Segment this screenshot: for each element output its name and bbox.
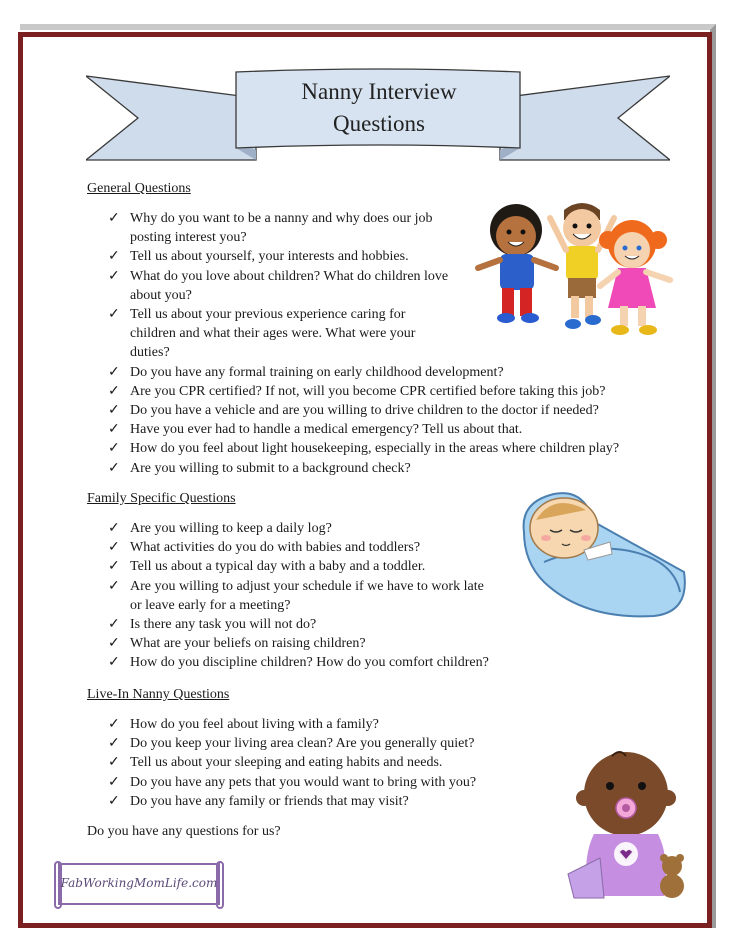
family-questions-list bbox=[108, 519, 489, 673]
page-title bbox=[240, 76, 518, 140]
title-line-2: Questions bbox=[333, 111, 425, 136]
question-item bbox=[108, 459, 619, 478]
question-text-line: What do you love about children? What do children love bbox=[130, 268, 449, 284]
checkmark-icon: ✓ bbox=[108, 211, 120, 226]
brand-text: FabWorkingMomLife.com bbox=[60, 876, 218, 890]
question-text-line: Have you ever had to handle a medical emergency? Tell us about that. bbox=[130, 422, 523, 438]
question-item bbox=[108, 557, 489, 576]
checkmark-icon: ✓ bbox=[108, 736, 120, 752]
title-line-1: Nanny Interview bbox=[301, 79, 457, 104]
three-children-illustration bbox=[472, 196, 684, 342]
question-text-line: Tell us about yourself, your interests and hobbies. bbox=[130, 249, 409, 265]
question-item bbox=[108, 420, 619, 439]
question-text-line: Do you have a vehicle and are you willing to drive children to the doctor if needed? bbox=[130, 403, 599, 419]
question-text-line: Why do you want to be a nanny and why does our job bbox=[130, 211, 433, 226]
question-item bbox=[108, 615, 489, 634]
question-text-line: Do you have any pets that you would want to bring with you? bbox=[130, 774, 477, 790]
checkmark-icon: ✓ bbox=[108, 383, 120, 399]
question-text-line: duties? bbox=[130, 345, 170, 361]
checkmark-icon: ✓ bbox=[108, 655, 120, 671]
question-text-line: How do you feel about living with a family? bbox=[130, 717, 379, 732]
question-item bbox=[108, 734, 476, 753]
question-item bbox=[108, 538, 489, 557]
question-text-line: Tell us about your previous experience caring for bbox=[130, 307, 406, 323]
question-text-line: How do you feel about light housekeeping, especially in the areas where children play? bbox=[130, 441, 620, 457]
checkmark-icon: ✓ bbox=[108, 441, 120, 457]
question-text-line: Tell us about your sleeping and eating habits and needs. bbox=[130, 755, 443, 771]
question-text-line: children and what their ages were. What were your bbox=[130, 326, 416, 342]
checkmark-icon: ✓ bbox=[108, 636, 120, 652]
question-text-line: Are you willing to keep a daily log? bbox=[130, 521, 332, 536]
question-text-line: Is there any task you will not do? bbox=[130, 617, 317, 633]
question-text-line: Are you willing to adjust your schedule if we have to work late bbox=[130, 578, 484, 594]
question-item bbox=[108, 753, 476, 772]
checkmark-icon: ✓ bbox=[108, 793, 120, 809]
question-item bbox=[108, 792, 476, 811]
question-item bbox=[108, 519, 489, 538]
baby-with-pacifier-illustration bbox=[560, 748, 692, 900]
checkmark-icon: ✓ bbox=[108, 307, 120, 323]
question-text-line: or leave early for a meeting? bbox=[130, 597, 291, 613]
brand-badge bbox=[58, 863, 220, 905]
question-item bbox=[108, 363, 619, 382]
closing-question: Do you have any questions for us? bbox=[87, 824, 281, 839]
checkmark-icon: ✓ bbox=[108, 268, 120, 284]
checkmark-icon: ✓ bbox=[108, 774, 120, 790]
question-text-line: Do you have any formal training on early childhood development? bbox=[130, 364, 504, 380]
question-item bbox=[108, 715, 476, 734]
section-heading-live-in: Live-In Nanny Questions bbox=[87, 687, 230, 702]
question-text-line: Do you keep your living area clean? Are you generally quiet? bbox=[130, 736, 475, 752]
question-text-line: posting interest you? bbox=[130, 230, 247, 246]
question-text-line: How do you discipline children? How do you comfort children? bbox=[130, 655, 489, 671]
question-text-line: Do you have any family or friends that may visit? bbox=[130, 793, 409, 809]
checkmark-icon: ✓ bbox=[108, 540, 120, 556]
checkmark-icon: ✓ bbox=[108, 617, 120, 633]
question-text-line: Are you CPR certified? If not, will you become CPR certified before taking this job? bbox=[130, 383, 606, 399]
sleeping-baby-illustration bbox=[514, 482, 688, 620]
checkmark-icon: ✓ bbox=[108, 403, 120, 419]
checkmark-icon: ✓ bbox=[108, 559, 120, 575]
question-text-line: What activities do you do with babies and toddlers? bbox=[130, 540, 421, 556]
question-item bbox=[108, 773, 476, 792]
live-in-questions-list bbox=[108, 715, 476, 811]
checkmark-icon: ✓ bbox=[108, 364, 120, 380]
question-item bbox=[108, 634, 489, 653]
checkmark-icon: ✓ bbox=[108, 249, 120, 265]
checkmark-icon: ✓ bbox=[108, 521, 120, 536]
question-text-line: Tell us about a typical day with a baby and a toddler. bbox=[130, 559, 426, 575]
question-item bbox=[108, 653, 489, 672]
question-text-line: Are you willing to submit to a background check? bbox=[130, 460, 411, 476]
checkmark-icon: ✓ bbox=[108, 422, 120, 438]
question-text-line: What are your beliefs on raising children? bbox=[130, 636, 366, 652]
checkmark-icon: ✓ bbox=[108, 755, 120, 771]
section-heading-family: Family Specific Questions bbox=[87, 491, 236, 506]
checkmark-icon: ✓ bbox=[108, 460, 120, 476]
section-heading-general: General Questions bbox=[87, 181, 191, 196]
question-item bbox=[108, 577, 489, 615]
question-item bbox=[108, 382, 619, 401]
question-item bbox=[108, 439, 619, 458]
checkmark-icon: ✓ bbox=[108, 717, 120, 732]
question-item bbox=[108, 401, 619, 420]
question-text-line: about you? bbox=[130, 287, 192, 303]
checkmark-icon: ✓ bbox=[108, 578, 120, 594]
